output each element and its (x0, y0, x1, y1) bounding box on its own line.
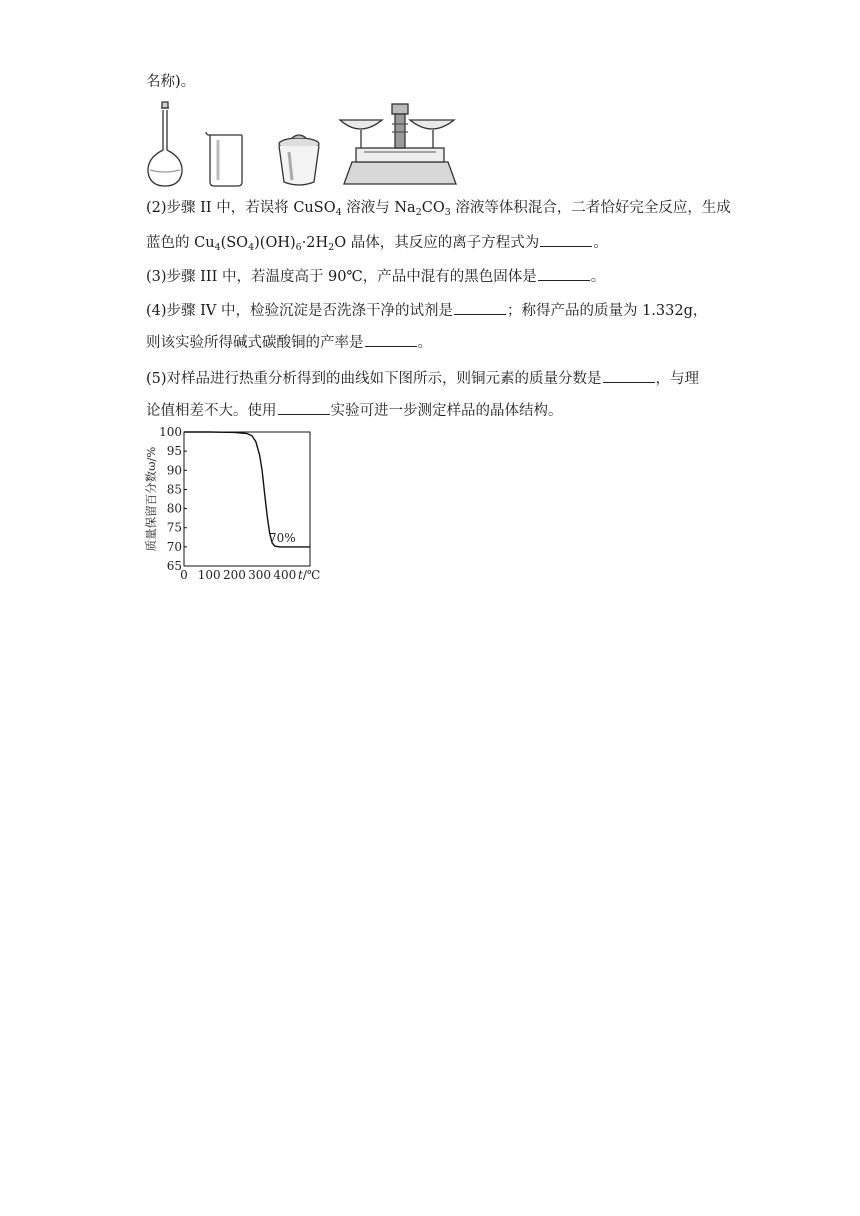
apparatus-illustration (142, 100, 462, 190)
subscript: 3 (444, 207, 451, 218)
text-fragment: (5)对样品进行热重分析得到的曲线如下图所示，则铜元素的质量分数是 (146, 371, 602, 387)
text-fragment: ；称得产品的质量为 1.332g， (506, 303, 708, 319)
text-line-2 (146, 232, 608, 253)
chart-y-tick-label: 70 (166, 539, 182, 554)
text-fragment: 蓝色的 Cu (146, 235, 215, 251)
text-fragment: 论值相差不大。使用 (146, 403, 277, 419)
chart-y-tick-label: 65 (166, 559, 182, 573)
text-line-1 (146, 198, 731, 218)
chart-x-axis-label (298, 568, 320, 582)
text-fragment: 溶液与 Na (341, 200, 416, 216)
chart-y-tick-label: 80 (166, 501, 182, 516)
text-fragment: 。 (417, 335, 432, 351)
chart-y-tick-label: 100 (159, 426, 182, 439)
text-line-5 (146, 332, 432, 353)
subscript: 6 (295, 242, 302, 253)
chart-series-line (184, 432, 310, 547)
text-line-0 (146, 72, 195, 92)
text-fragment: (4)步骤 IV 中，检验沉淀是否洗涤干净的试剂是 (146, 303, 453, 319)
subscript: 2 (415, 207, 422, 218)
x-axis-var: t (298, 568, 303, 582)
text-line-4 (146, 300, 707, 321)
text-fragment: 。 (593, 235, 608, 251)
balance-icon (340, 104, 456, 184)
chart-plot-frame (184, 432, 310, 566)
text-fragment: 名称)。 (146, 74, 196, 90)
subscript: 2 (328, 242, 335, 253)
x-axis-unit: /℃ (302, 568, 321, 582)
chart-x-tick-label: 300 (248, 568, 272, 582)
chart-annotation: 70% (268, 530, 296, 545)
text-fragment: 实验可进一步测定样品的晶体结构。 (330, 403, 563, 419)
answer-blank[interactable] (454, 300, 506, 315)
text-fragment: )(OH) (254, 235, 296, 251)
chart-y-tick-label: 90 (166, 463, 182, 478)
chart-y-tick-label: 95 (166, 444, 182, 459)
text-fragment: 则该实验所得碱式碳酸铜的产率是 (146, 335, 364, 351)
text-fragment: O 晶体，其反应的离子方程式为 (334, 235, 540, 251)
beaker-icon (206, 132, 242, 186)
answer-blank[interactable] (540, 232, 592, 247)
thermogravimetric-chart (142, 426, 342, 586)
text-fragment: (SO (220, 235, 249, 251)
answer-blank[interactable] (538, 266, 590, 281)
text-fragment: ·2H (301, 235, 329, 251)
subscript: 4 (335, 207, 342, 218)
chart-x-tick-label: 0 (180, 568, 188, 582)
crucible-icon (279, 135, 319, 185)
chart-y-axis-label: 质量保留百分数ω/% (144, 446, 158, 552)
text-line-3 (146, 266, 605, 287)
text-fragment: (3)步骤 III 中，若温度高于 90℃，产品中混有的黑色固体是 (146, 269, 537, 285)
text-fragment: CO (421, 200, 445, 216)
subscript: 4 (214, 242, 221, 253)
answer-blank[interactable] (365, 332, 417, 347)
text-fragment: 溶液等体积混合，二者恰好完全反应，生成 (450, 200, 731, 216)
text-line-7 (146, 400, 563, 421)
volumetric-flask-icon (148, 102, 182, 186)
chart-x-tick-label: 100 (197, 568, 221, 582)
subscript: 4 (248, 242, 255, 253)
text-line-6 (146, 368, 699, 389)
text-fragment: (2)步骤 II 中，若误将 CuSO (146, 200, 336, 216)
chart-x-tick-label: 200 (222, 568, 246, 582)
answer-blank[interactable] (278, 400, 330, 415)
text-fragment: ，与理 (655, 371, 700, 387)
chart-y-tick-label: 75 (166, 520, 182, 535)
answer-blank[interactable] (603, 368, 655, 383)
chart-x-tick-label: 400 (273, 568, 297, 582)
chart-y-tick-label: 85 (166, 482, 182, 497)
text-fragment: 。 (590, 269, 606, 285)
